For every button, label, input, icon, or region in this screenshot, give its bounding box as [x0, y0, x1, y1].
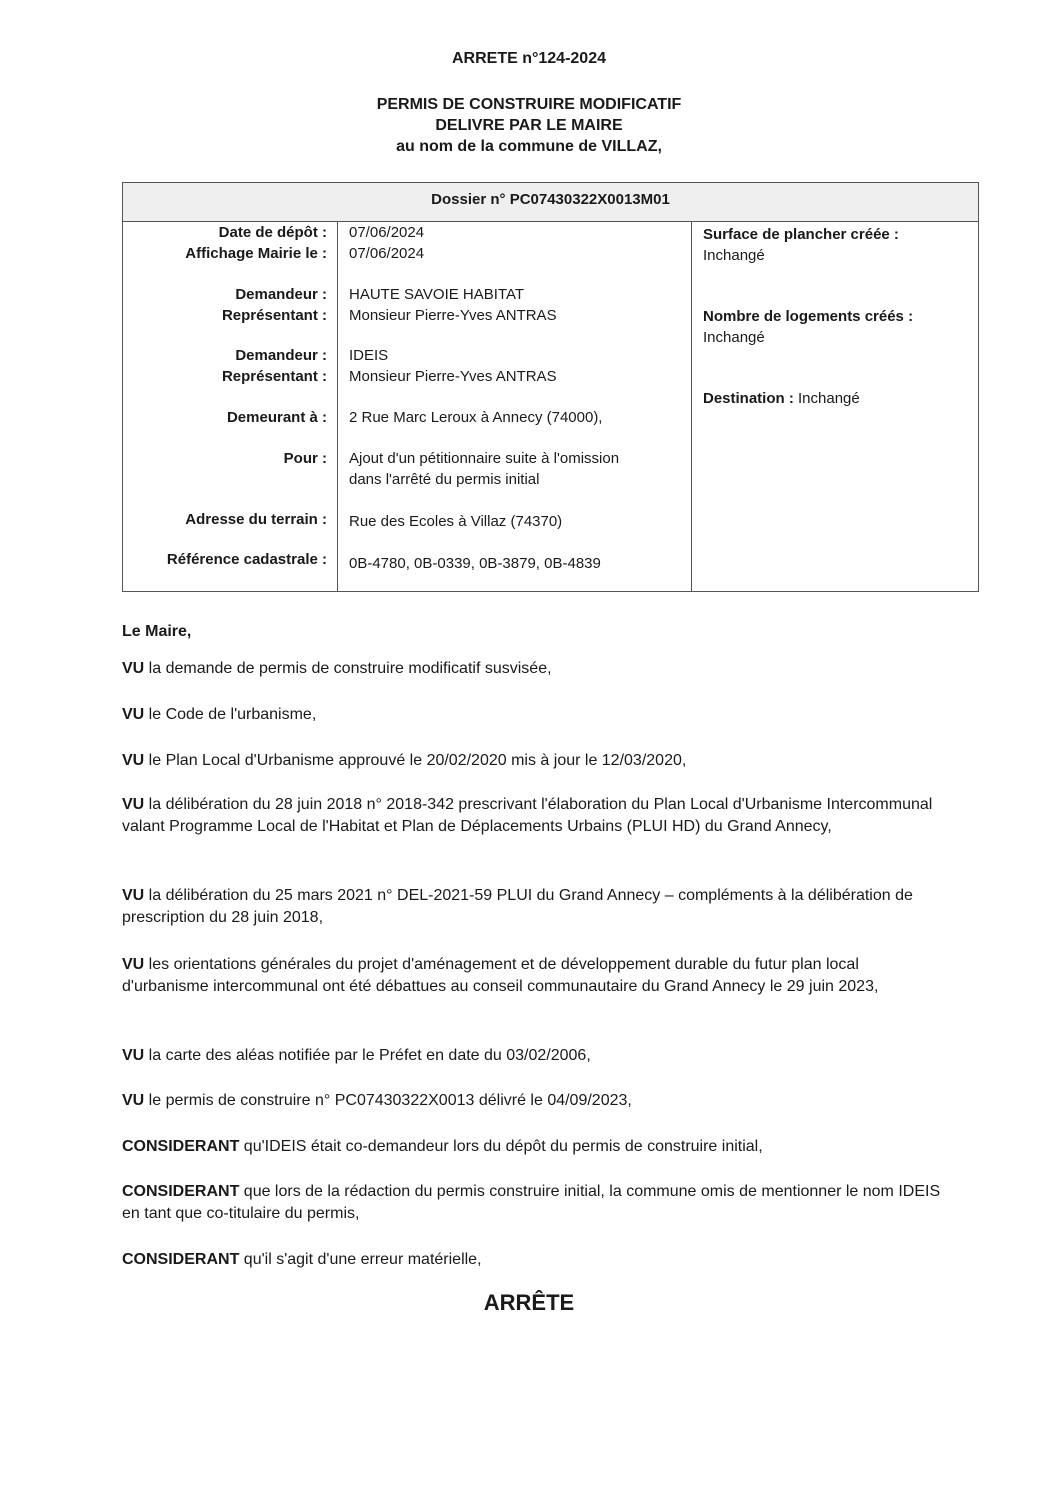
arrete-number: ARRETE n°124-2024: [451, 50, 606, 67]
paragraph-considerant-2: CONSIDERANT que lors de la rédaction du permis construire initial, la commune omis de mentionner le nom IDEIS en tant que co-titulaire du permis,: [122, 1183, 941, 1222]
label-date-depot: Date de dépôt :: [218, 224, 327, 241]
label-destination: Destination :: [703, 390, 794, 407]
value-adresse-terrain: Rue des Ecoles à Villaz (74370): [349, 513, 563, 530]
paragraph-vu-7: VU la carte des aléas notifiée par le Préfet en date du 03/02/2006,: [122, 1047, 591, 1064]
value-logements: Inchangé: [703, 329, 765, 346]
value-surface: Inchangé: [703, 247, 765, 264]
label-surface: Surface de plancher créée :: [703, 226, 899, 243]
title-line-1: PERMIS DE CONSTRUIRE MODIFICATIF: [376, 96, 682, 113]
paragraph-vu-8: VU le permis de construire n° PC07430322X0013 délivré le 04/09/2023,: [122, 1092, 632, 1109]
value-affichage: 07/06/2024: [349, 245, 425, 262]
label-representant-1: Représentant :: [221, 307, 327, 324]
paragraph-considerant-1: CONSIDERANT qu'IDEIS était co-demandeur lors du dépôt du permis de construire initial,: [122, 1138, 763, 1155]
value-representant-2: Monsieur Pierre-Yves ANTRAS: [349, 368, 557, 385]
paragraph-vu-1: VU la demande de permis de construire modificatif susvisée,: [122, 660, 552, 677]
label-adresse-terrain: Adresse du terrain :: [185, 511, 327, 528]
value-destination: Inchangé: [793, 390, 860, 407]
label-demandeur-1: Demandeur :: [235, 286, 327, 303]
label-demeurant: Demeurant à :: [226, 409, 327, 426]
destination: [703, 390, 860, 407]
value-demeurant: 2 Rue Marc Leroux à Annecy (74000),: [349, 409, 603, 426]
title-line-3: au nom de la commune de VILLAZ,: [396, 138, 662, 155]
paragraph-vu-5: VU la délibération du 25 mars 2021 n° DEL-2021-59 PLUI du Grand Annecy – compléments à la délibération de prescription du 28 juin 2018,: [122, 887, 913, 926]
column-divider: [337, 221, 338, 591]
label-representant-2: Représentant :: [221, 368, 327, 385]
paragraph-considerant-3: CONSIDERANT qu'il s'agit d'une erreur matérielle,: [122, 1251, 482, 1268]
paragraph-vu-6: VU les orientations générales du projet d'aménagement et de développement durable du futur plan local d'urbanisme intercommunal ont été débattues au conseil communautaire du Grand Annecy le 29 juin 2023,: [122, 956, 879, 995]
value-pour-line-1: Ajout d'un pétitionnaire suite à l'omission: [349, 450, 620, 467]
dossier-table: [122, 182, 979, 592]
value-demandeur-2: IDEIS: [349, 347, 389, 364]
value-reference-cadastrale: 0B-4780, 0B-0339, 0B-3879, 0B-4839: [349, 555, 601, 572]
label-affichage: Affichage Mairie le :: [185, 245, 327, 262]
value-pour-line-2: dans l'arrêté du permis initial: [349, 471, 540, 488]
label-logements: Nombre de logements créés :: [703, 308, 914, 325]
value-demandeur-1: HAUTE SAVOIE HABITAT: [349, 286, 525, 303]
paragraph-vu-3: VU le Plan Local d'Urbanisme approuvé le 20/02/2020 mis à jour le 12/03/2020,: [122, 752, 687, 769]
column-divider: [691, 221, 692, 591]
value-date-depot: 07/06/2024: [349, 224, 425, 241]
le-maire: Le Maire,: [122, 623, 192, 640]
title-line-2: DELIVRE PAR LE MAIRE: [435, 117, 623, 134]
final-title: ARRÊTE: [483, 1290, 575, 1315]
paragraph-vu-2: VU le Code de l'urbanisme,: [122, 706, 317, 723]
value-representant-1: Monsieur Pierre-Yves ANTRAS: [349, 307, 557, 324]
label-demandeur-2: Demandeur :: [235, 347, 327, 364]
paragraph-vu-4: VU la délibération du 28 juin 2018 n° 2018-342 prescrivant l'élaboration du Plan Local d'Urbanisme Intercommunal valant Programme Local de l'Habitat et Plan de Déplacements Urbains (PLUI HD) du Grand Annecy,: [122, 796, 933, 835]
dossier-header: Dossier n° PC07430322X0013M01: [123, 183, 978, 222]
document-title: [0, 94, 1058, 157]
label-reference-cadastrale: Référence cadastrale :: [166, 551, 327, 568]
label-pour: Pour :: [283, 450, 327, 467]
